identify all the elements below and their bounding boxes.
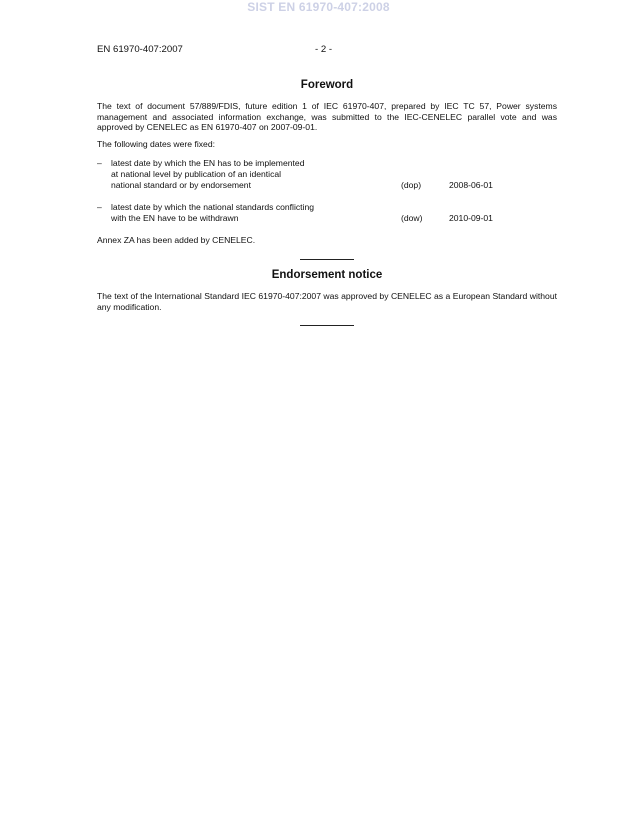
list-dash: – <box>97 202 102 213</box>
date-item-dop <box>97 158 557 190</box>
date-value: 2008-06-01 <box>449 179 493 190</box>
date-abbreviation: (dop) <box>401 179 422 190</box>
date-item-line: at national level by publication of an identical <box>111 168 282 179</box>
document-id: EN 61970-407:2007 <box>97 44 183 55</box>
foreword-paragraph: The text of document 57/889/FDIS, future edition 1 of IEC 61970-407, prepared by IEC TC 57, Power systems management and associated information exchange, was submitted to the IEC-CENELEC parallel vote and was approved by CENELEC as EN 61970-407 on 2007-09-01. <box>97 101 557 133</box>
page-number: - 2 - <box>315 44 333 55</box>
endorsement-paragraph: The text of the International Standard IEC 61970-407:2007 was approved by CENELEC as a European Standard without any modification. <box>97 290 557 312</box>
section-divider <box>300 259 354 260</box>
page-header <box>97 44 557 58</box>
dates-list <box>97 158 557 223</box>
date-item-line: latest date by which the national standards conflicting <box>111 202 315 213</box>
list-dash: – <box>97 158 102 169</box>
watermark: SIST EN 61970-407:2008 <box>247 0 390 14</box>
date-value: 2010-09-01 <box>449 212 493 223</box>
annex-note: Annex ZA has been added by CENELEC. <box>97 235 256 246</box>
date-item-text <box>111 202 371 223</box>
date-item-line: latest date by which the EN has to be implemented <box>111 158 305 169</box>
date-item-line: with the EN have to be withdrawn <box>111 212 239 223</box>
foreword-title: Foreword <box>300 79 354 91</box>
endorsement-title: Endorsement notice <box>271 268 383 281</box>
date-item-text <box>111 158 371 190</box>
date-item-line: national standard or by endorsement <box>111 179 251 190</box>
dates-intro: The following dates were fixed: <box>97 138 215 149</box>
page-content <box>97 78 557 334</box>
date-abbreviation: (dow) <box>401 212 423 223</box>
section-divider <box>300 325 354 326</box>
date-item-dow <box>97 202 557 223</box>
